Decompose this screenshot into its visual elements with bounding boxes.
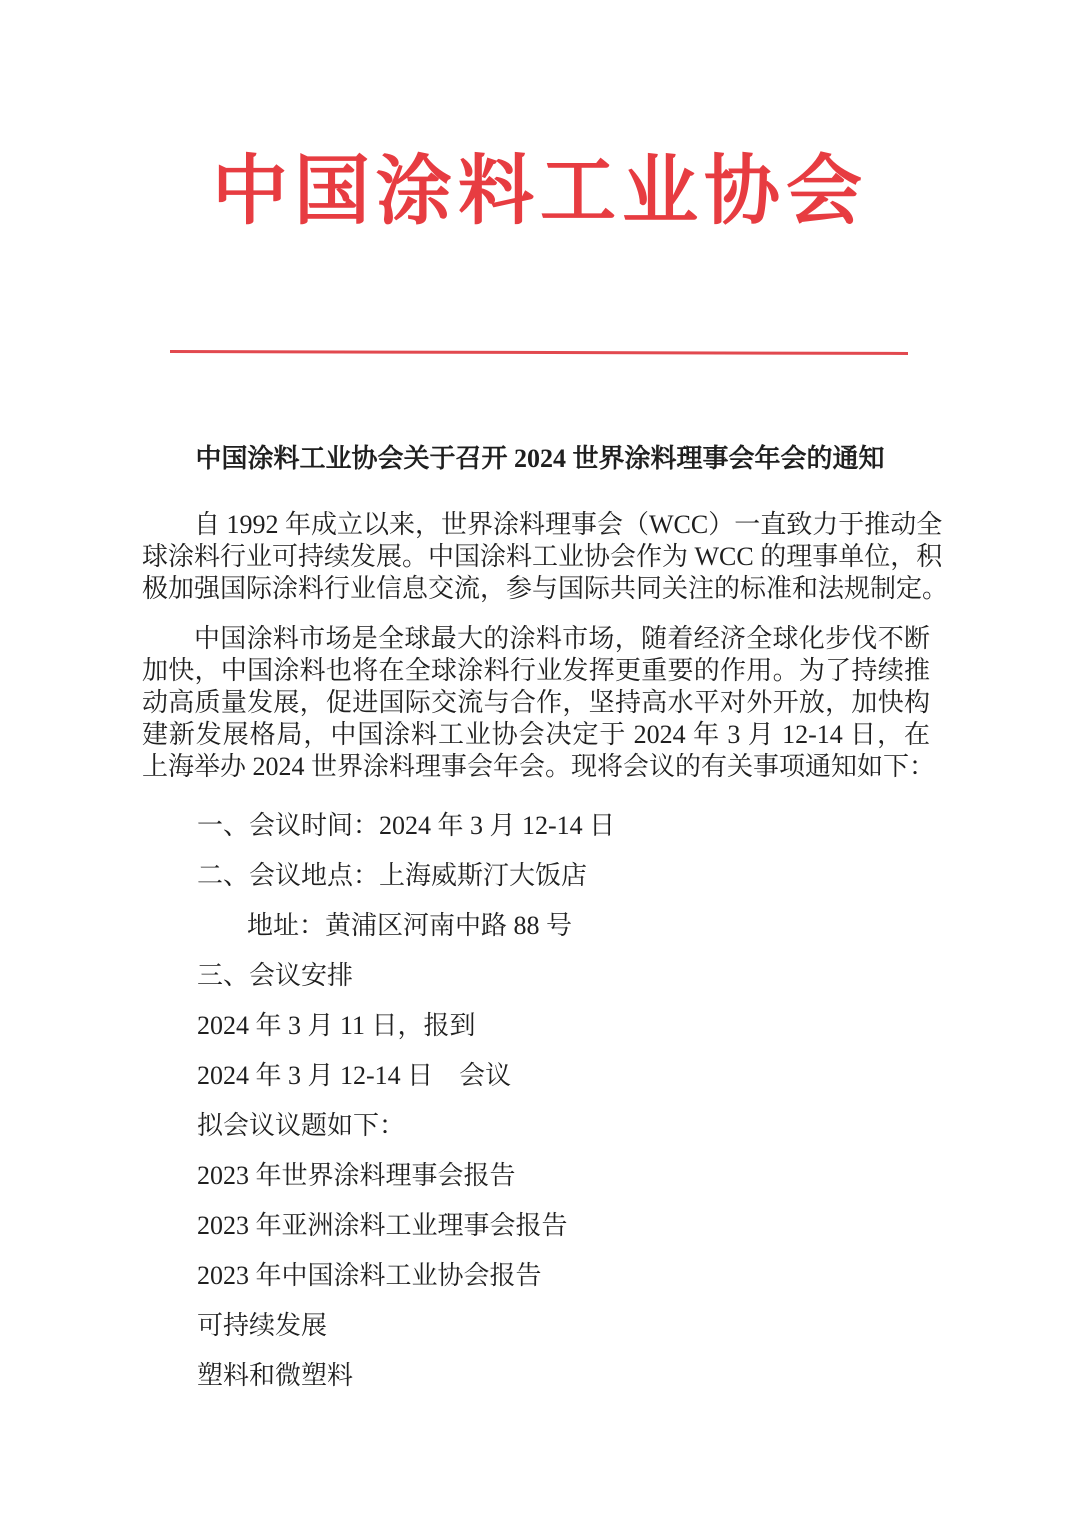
schedule-item-meeting-dates: 2024 年 3 月 12-14 日 会议 bbox=[197, 1061, 512, 1090]
notice-heading: 中国涂料工业协会关于召开 2024 世界涂料理事会年会的通知 bbox=[195, 444, 885, 473]
body-line: 加快，中国涂料也将在全球涂料行业发挥更重要的作用。为了持续推 bbox=[142, 656, 930, 685]
schedule-item-meeting-time: 一、会议时间：2024 年 3 月 12-14 日 bbox=[197, 811, 616, 840]
letterhead-org-title: 中国涂料工业协会 bbox=[212, 150, 868, 234]
schedule-section bbox=[142, 801, 930, 1401]
schedule-item-asia-report: 2023 年亚洲涂料工业理事会报告 bbox=[197, 1211, 568, 1240]
schedule-item-microplastics: 塑料和微塑料 bbox=[197, 1361, 354, 1390]
body-line: 中国涂料市场是全球最大的涂料市场，随着经济全球化步伐不断 bbox=[194, 624, 930, 653]
letterhead-rule bbox=[170, 350, 908, 355]
body-line: 球涂料行业可持续发展。中国涂料工业协会作为 WCC 的理事单位，积 bbox=[142, 542, 943, 571]
schedule-item-arrangement: 三、会议安排 bbox=[197, 961, 354, 990]
body-line: 上海举办 2024 世界涂料理事会年会。现将会议的有关事项通知如下： bbox=[142, 752, 936, 781]
body-line: 动高质量发展，促进国际交流与合作，坚持高水平对外开放，加快构 bbox=[142, 688, 930, 717]
schedule-item-sustainability: 可持续发展 bbox=[197, 1311, 328, 1340]
paragraph-1 bbox=[142, 509, 949, 605]
schedule-item-meeting-place: 二、会议地点：上海威斯汀大饭店 bbox=[197, 861, 588, 890]
body-line: 建新发展格局，中国涂料工业协会决定于 2024 年 3 月 12-14 日，在 bbox=[142, 720, 930, 749]
body-line: 极加强国际涂料行业信息交流，参与国际共同关注的标准和法规制定。 bbox=[142, 574, 949, 603]
paragraph-2 bbox=[142, 623, 936, 783]
schedule-item-agenda-intro: 拟会议议题如下： bbox=[197, 1111, 406, 1140]
schedule-item-address: 地址：黄浦区河南中路 88 号 bbox=[247, 911, 573, 940]
body-line: 自 1992 年成立以来，世界涂料理事会（WCC）一直致力于推动全 bbox=[194, 510, 943, 539]
schedule-item-wcc-report: 2023 年世界涂料理事会报告 bbox=[197, 1161, 516, 1190]
notice-body bbox=[142, 509, 949, 1401]
schedule-item-checkin-date: 2024 年 3 月 11 日，报到 bbox=[197, 1011, 476, 1040]
schedule-item-china-report: 2023 年中国涂料工业协会报告 bbox=[197, 1261, 542, 1290]
